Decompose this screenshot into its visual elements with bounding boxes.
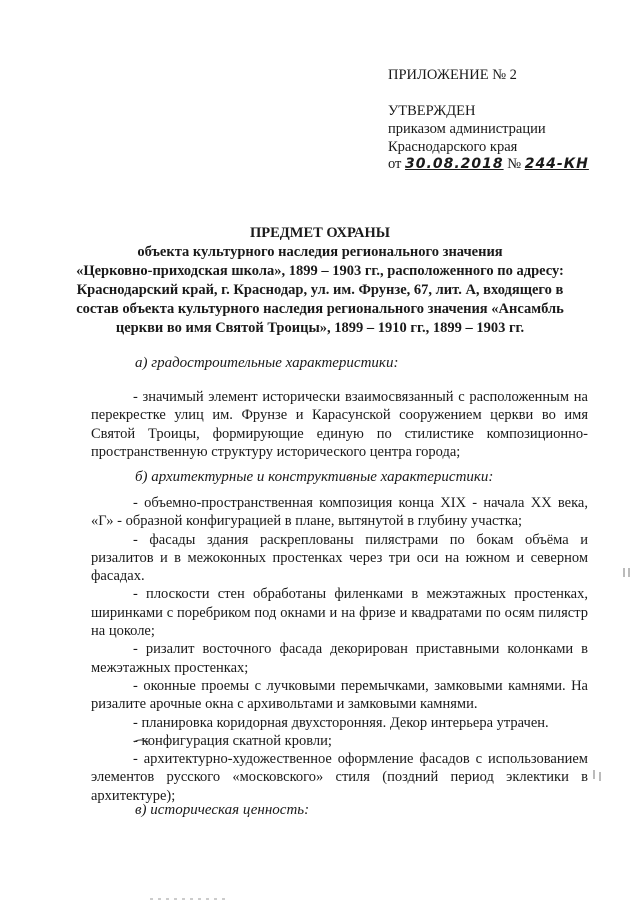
section-b-heading: б) архитектурные и конструктивные характеристики: — [135, 469, 494, 485]
list-item: - оконные проемы с лучковыми перемычками, замковыми камнями. На ризалите арочные окна с архивольтами и замковыми камнями. — [91, 677, 588, 713]
list-item: - фасады здания раскреплованы пилястрами по бокам объёма и ризалитов и в межоконных простенках через три оси на южном и северном фасадах. — [91, 531, 588, 585]
approved-label: УТВЕРЖДЕН — [388, 103, 476, 119]
pen-stroke-mark — [134, 740, 148, 742]
handwritten-number: 244-КН — [524, 156, 589, 172]
title-line-1: объекта культурного наследия регионального значения — [137, 244, 503, 260]
list-item: - объемно-пространственная композиция конца XIX - начала XX века, «Г» - образной конфигурацией в плане, вытянутой в глубину участка; — [91, 495, 588, 530]
order-line-2: Краснодарского края — [388, 139, 518, 155]
list-item: - ризалит восточного фасада декорирован приставными колонками в межэтажных простенках; — [91, 641, 588, 676]
section-c-heading: в) историческая ценность: — [135, 802, 310, 818]
title-heading: ПРЕДМЕТ ОХРАНЫ — [249, 225, 391, 241]
paragraph: - значимый элемент исторически взаимосвязанный с расположенным на перекрестке улиц им. Фрунзе и Карасунской сооружением церкви во имя Святой Троицы, формирующие единую по стилистике композиционно-пространственную структуру исторического центра города; — [91, 389, 588, 460]
handwritten-date: 30.08.2018 — [405, 156, 504, 172]
list-item: - планировка коридорная двухсторонняя. Декор интерьера утрачен. — [133, 714, 549, 731]
list-item: - плоскости стен обработаны филенками в межэтажных простенках, ширинками с поребриком под окнами и на фризе и квадратами по осям пилястр на цоколе; — [91, 586, 588, 640]
title-line-4: состав объекта культурного наследия регионального значения «Ансамбль — [76, 301, 564, 317]
list-item: - конфигурация скатной кровли; — [133, 732, 332, 749]
title-line-3: Краснодарский край, г. Краснодар, ул. им. Фрунзе, 67, лит. А, входящего в — [76, 282, 564, 298]
number-prefix: № — [507, 156, 522, 172]
title-line-2: «Церковно-приходская школа», 1899 – 1903 гг., расположенного по адресу: — [76, 263, 564, 279]
section-a-heading: а) градостроительные характеристики: — [135, 355, 399, 371]
title-line-5: церкви во имя Святой Троицы», 1899 – 1910 гг., 1899 – 1903 гг. — [115, 320, 525, 336]
list-item: - архитектурно-художественное оформление фасадов с использованием элементов русского «московского» стиля (поздний период эклектики в архитектуре); — [91, 751, 588, 804]
order-line-1: приказом администрации — [388, 121, 546, 137]
date-prefix: от — [388, 156, 402, 172]
appendix-label: ПРИЛОЖЕНИЕ № 2 — [388, 67, 517, 83]
